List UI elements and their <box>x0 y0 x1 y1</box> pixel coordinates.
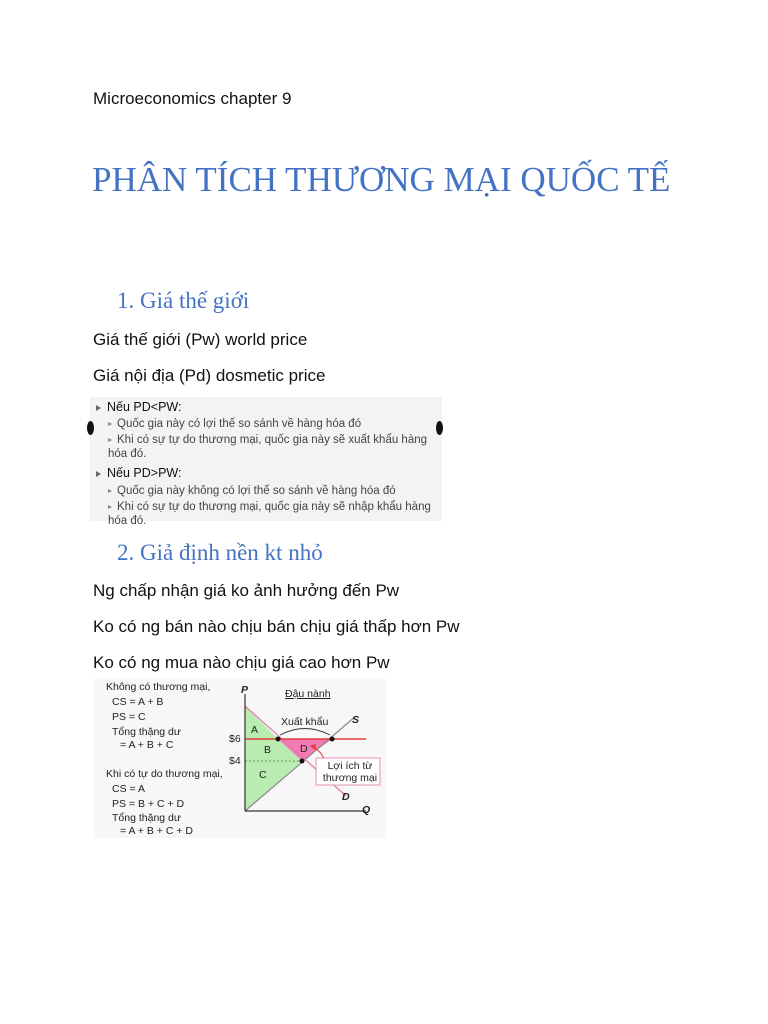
section-heading-small-economy: 2. Giả định nền kt nhỏ <box>117 540 323 565</box>
page-title: PHÂN TÍCH THƯƠNG MẠI QUỐC TẾ <box>92 160 671 199</box>
world-price-label: $6 <box>229 733 241 745</box>
document-header: Microeconomics chapter 9 <box>93 89 292 108</box>
area-d-label: D <box>300 743 308 755</box>
product-label: Đậu nành <box>285 688 331 700</box>
cs-free-trade: CS = A <box>112 783 145 795</box>
paragraph-world-price: Giá thế giới (Pw) world price <box>93 330 308 349</box>
case-export-item: Khi có sự tự do thương mại, quốc gia này sẽ xuất khẩu hàng hóa đó. <box>108 434 428 460</box>
paragraph-domestic-price: Giá nội địa (Pd) dosmetic price <box>93 366 326 385</box>
case-export-item: Quốc gia này có lợi thế so sánh về hàng hóa đó <box>117 418 362 430</box>
paragraph-assumption-1: Ng chấp nhận giá ko ảnh hưởng đến Pw <box>93 581 400 600</box>
demand-label: D <box>342 791 350 803</box>
slide-excerpt <box>90 397 442 527</box>
paragraph-assumption-3: Ko có ng mua nào chịu giá cao hơn Pw <box>93 653 390 672</box>
gain-label-line1: Lợi ích từ <box>327 760 373 772</box>
sub-bullet-arrow-icon <box>108 505 112 509</box>
cs-no-trade: CS = A + B <box>112 696 164 708</box>
axis-p-label: P <box>241 684 249 696</box>
export-brace <box>280 729 330 736</box>
area-a-label: A <box>251 724 259 736</box>
sub-bullet-arrow-icon <box>108 422 112 426</box>
bullet-arrow-icon <box>96 405 101 411</box>
total-surplus-label: Tổng thặng dư <box>112 726 181 738</box>
total-surplus-no-trade: = A + B + C <box>120 739 174 751</box>
total-surplus-free-trade: = A + B + C + D <box>120 825 193 837</box>
case-import-heading: Nếu PD>PW: <box>107 466 182 480</box>
total-surplus-label: Tổng thặng dư <box>112 812 181 824</box>
sub-bullet-arrow-icon <box>108 438 112 442</box>
domestic-price-label: $4 <box>229 755 241 767</box>
sub-bullet-arrow-icon <box>108 489 112 493</box>
free-trade-label: Khi có tự do thương mại, <box>106 768 223 780</box>
demand-point <box>276 737 281 742</box>
surplus-figure <box>94 678 386 838</box>
area-b-label: B <box>264 744 272 756</box>
case-import-item: Quốc gia này không có lợi thế so sánh về hàng hóa đó <box>117 485 396 497</box>
ps-no-trade: PS = C <box>112 711 146 723</box>
case-export-heading: Nếu PD<PW: <box>107 400 182 414</box>
area-c-label: C <box>259 769 267 781</box>
section-heading-world-price: 1. Giá thế giới <box>117 288 250 313</box>
axis-q-label: Q <box>362 804 371 816</box>
export-label: Xuất khẩu <box>281 716 329 728</box>
bullet-arrow-icon <box>96 471 101 477</box>
supply-point <box>330 737 335 742</box>
slide-nav-dot-left <box>87 421 94 435</box>
equilibrium-point <box>300 759 305 764</box>
ps-free-trade: PS = B + C + D <box>112 798 185 810</box>
gain-label-line2: thương mại <box>322 772 378 784</box>
paragraph-assumption-2: Ko có ng bán nào chịu bán chịu giá thấp hơn Pw <box>93 617 460 636</box>
no-trade-label: Không có thương mại, <box>106 681 211 693</box>
case-import-item: Khi có sự tự do thương mại, quốc gia này sẽ nhập khẩu hàng hóa đó. <box>108 501 431 527</box>
supply-label: S <box>352 714 360 726</box>
